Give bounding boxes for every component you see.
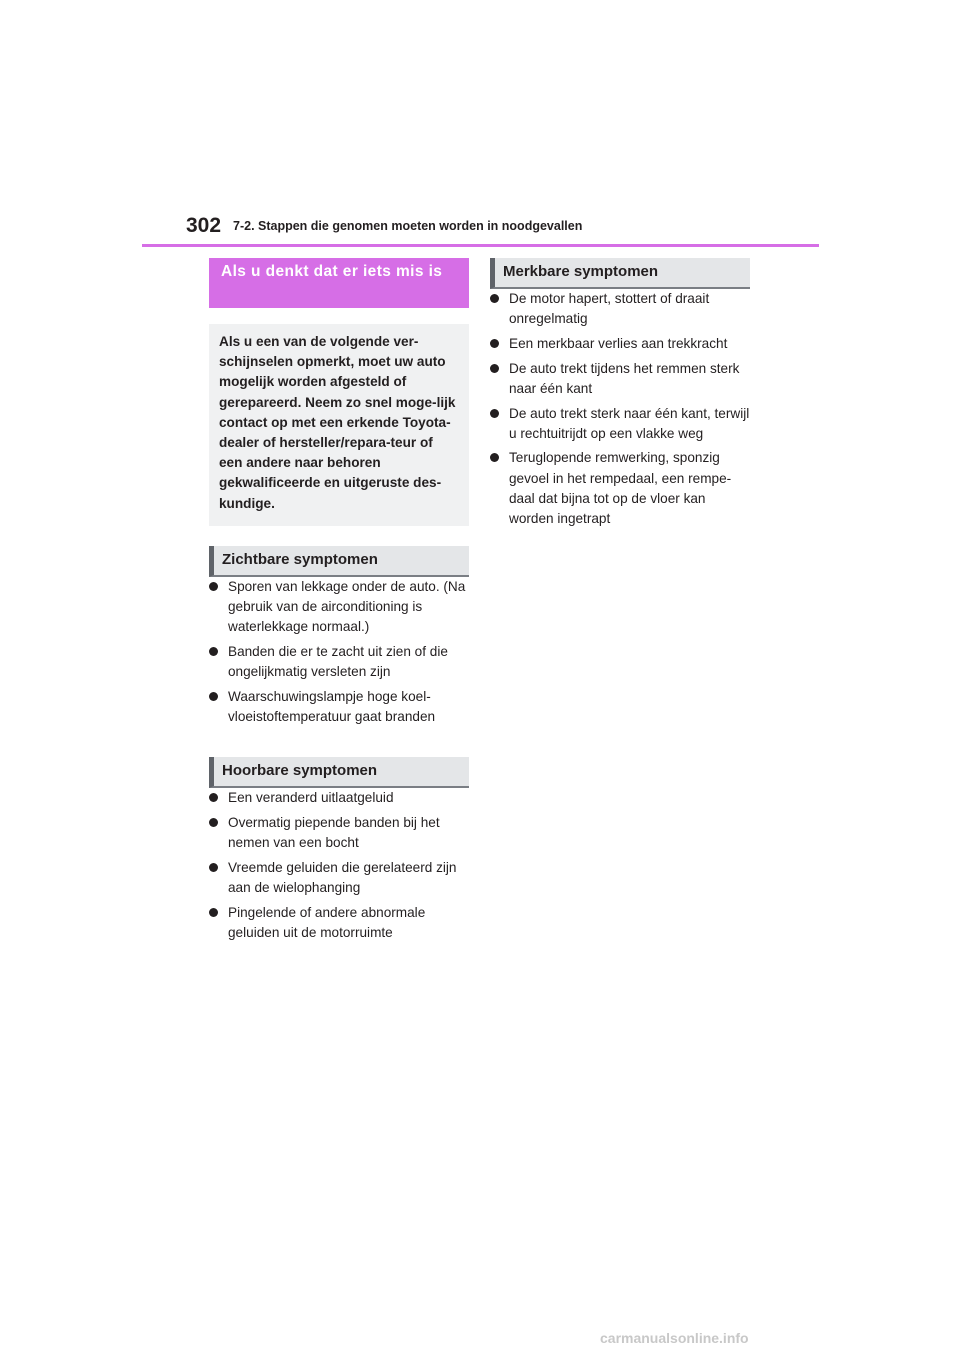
- list-item-text: Een merkbaar verlies aan trekkracht: [509, 335, 728, 351]
- bullet-icon: [209, 818, 218, 827]
- list-item: [490, 289, 750, 329]
- audible-symptoms-heading: Hoorbare symptomen: [209, 757, 469, 788]
- list-item: [209, 813, 469, 853]
- list-item-text: Waarschuwingslampje hoge koel-vloeistoftemperatuur gaat branden: [228, 688, 436, 725]
- bullet-icon: [490, 409, 499, 418]
- noticeable-symptoms-heading: Merkbare symptomen: [490, 258, 750, 289]
- audible-symptoms-list: [209, 788, 469, 943]
- bullet-icon: [209, 582, 218, 591]
- list-item-text: Teruglopende remwerking, sponzig gevoel in het rempedaal, een rempe-daal dat bijna tot op de vloer kan worden ingetrapt: [509, 450, 732, 527]
- bullet-icon: [490, 339, 499, 348]
- bullet-icon: [209, 647, 218, 656]
- visible-symptoms-heading: Zichtbare symptomen: [209, 546, 469, 577]
- list-item-text: Sporen van lekkage onder de auto. (Na gebruik van de airconditioning is waterlekkage normaal.): [228, 578, 466, 635]
- bullet-icon: [490, 364, 499, 373]
- list-item-text: Een veranderd uitlaatgeluid: [228, 790, 394, 806]
- list-item-text: Banden die er te zacht uit zien of die ongelijkmatig versleten zijn: [228, 643, 448, 680]
- bullet-icon: [490, 453, 499, 462]
- watermark: carmanualsonline.info: [600, 1330, 749, 1346]
- list-item-text: Overmatig piepende banden bij het nemen van een bocht: [228, 814, 440, 851]
- intro-box: Als u een van de volgende ver-schijnselen opmerkt, moet uw auto mogelijk worden afgesteld of gerepareerd. Neem zo snel moge-lijk contact op met een erkende Toyota-dealer of hersteller/repara-teur of een andere naar behoren gekwalificeerde en uitgeruste des-kundige.: [209, 324, 469, 526]
- list-item: [209, 577, 469, 638]
- bullet-icon: [490, 294, 499, 303]
- bullet-icon: [209, 863, 218, 872]
- list-item: [209, 903, 469, 943]
- bullet-icon: [209, 692, 218, 701]
- right-column: [490, 258, 750, 534]
- list-item-text: De auto trekt sterk naar één kant, terwijl u rechtuitrijdt op een vlakke weg: [509, 405, 750, 441]
- section-title-box: Als u denkt dat er iets mis is: [209, 258, 469, 308]
- list-item-text: Pingelende of andere abnormale geluiden uit de motorruimte: [228, 904, 426, 940]
- list-item: [209, 858, 469, 898]
- list-item: [490, 404, 750, 444]
- header-rule: [142, 244, 819, 247]
- bullet-icon: [209, 793, 218, 802]
- running-header: 7-2. Stappen die genomen moeten worden in noodgevallen: [233, 219, 583, 233]
- list-item: [490, 359, 750, 399]
- list-item-text: De motor hapert, stottert of draait onregelmatig: [509, 291, 710, 327]
- visible-symptoms-list: [209, 577, 469, 727]
- list-item: [490, 448, 750, 529]
- left-column: [209, 258, 469, 948]
- page-number: 302: [186, 214, 222, 237]
- list-item-text: De auto trekt tijdens het remmen sterk naar één kant: [509, 360, 740, 396]
- list-item: [209, 788, 469, 808]
- list-item: [209, 642, 469, 682]
- list-item: [490, 334, 750, 354]
- noticeable-symptoms-list: [490, 289, 750, 529]
- bullet-icon: [209, 908, 218, 917]
- list-item: [209, 687, 469, 727]
- list-item-text: Vreemde geluiden die gerelateerd zijn aan de wielophanging: [228, 859, 457, 896]
